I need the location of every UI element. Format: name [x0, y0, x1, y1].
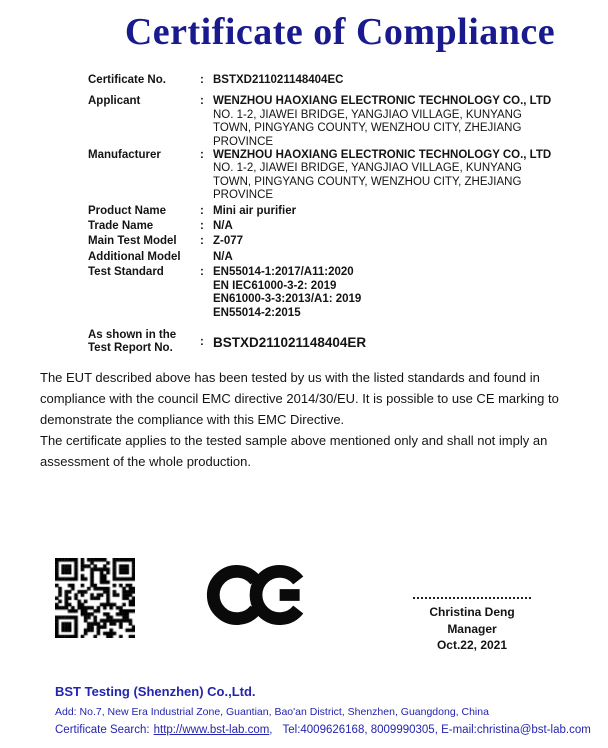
manufacturer-company: WENZHOU HAOXIANG ELECTRONIC TECHNOLOGY CO., LTD	[213, 149, 552, 162]
certificate-no-row	[88, 74, 580, 87]
applicant-value	[213, 95, 580, 149]
qr-code	[55, 558, 135, 638]
applicant-row	[88, 95, 580, 149]
applicant-company: WENZHOU HAOXIANG ELECTRONIC TECHNOLOGY CO., LTD	[213, 95, 552, 108]
url-suffix: ,	[269, 724, 273, 736]
test-report-label	[88, 329, 200, 356]
manufacturer-value	[213, 149, 580, 203]
applicant-label: Applicant	[88, 95, 141, 108]
colon: :	[200, 149, 204, 162]
footer-address: Add: No.7, New Era Industrial Zone, Guantian, Bao'an District, Shenzhen, Guangdong, China	[55, 706, 489, 718]
main-test-model-label: Main Test Model	[88, 235, 177, 248]
product-name-label: Product Name	[88, 204, 166, 217]
signatory-role: Manager	[447, 621, 497, 636]
main-test-model-value: Z-077	[213, 235, 244, 248]
footer-search-line	[55, 724, 600, 736]
statement-paragraph-1: The EUT described above has been tested by us with the listed standards and found in compliance with the council EMC directive 2014/30/EU. It is possible to use CE marking to demonstrate the compliance with this EMC Directive.	[40, 370, 559, 427]
manufacturer-address-line: NO. 1-2, JIAWEI BRIDGE, YANGJIAO VILLAGE, KUNYANG	[213, 162, 522, 175]
signature-block	[398, 588, 546, 654]
manufacturer-row	[88, 149, 580, 203]
signature-line	[413, 588, 531, 599]
colon: :	[200, 204, 204, 217]
test-standard-line: EN61000-3-3:2013/A1: 2019	[213, 293, 362, 306]
colon: :	[200, 335, 204, 348]
colon: :	[200, 235, 204, 248]
trade-name-label: Trade Name	[88, 220, 154, 233]
manufacturer-label: Manufacturer	[88, 149, 161, 162]
test-standard-label: Test Standard	[88, 266, 164, 279]
signatory-name: Christina Deng	[429, 605, 515, 619]
applicant-address-line: NO. 1-2, JIAWEI BRIDGE, YANGJIAO VILLAGE, KUNYANG	[213, 108, 522, 121]
product-name-row	[88, 205, 580, 218]
test-report-label-line1: As shown in the	[88, 328, 177, 341]
colon-spacer	[200, 251, 213, 264]
test-report-no-value: BSTXD211021148404ER	[213, 334, 367, 350]
colon: :	[200, 74, 204, 86]
certificate-no-value: BSTXD211021148404EC	[213, 74, 344, 86]
product-name-value: Mini air purifier	[213, 204, 297, 217]
trade-name-row	[88, 220, 580, 233]
additional-model-value: N/A	[213, 250, 233, 263]
certificate-search-label: Certificate Search:	[55, 724, 150, 736]
ce-mark-icon	[206, 560, 306, 630]
test-standard-value	[213, 266, 580, 320]
additional-model-label: Additional Model	[88, 250, 181, 263]
main-test-model-row	[88, 235, 580, 248]
applicant-address-line: TOWN, PINGYANG COUNTY, WENZHOU CITY, ZHEJIANG	[213, 122, 522, 135]
colon: :	[200, 266, 204, 279]
statement-paragraph-2: The certificate applies to the tested sample above mentioned only and shall not imply an assessment of the whole production.	[40, 433, 548, 469]
certificate-search-link[interactable]: http://www.bst-lab.com	[153, 724, 270, 736]
test-standard-line: EN IEC61000-3-2: 2019	[213, 279, 337, 292]
test-standard-line: EN55014-1:2017/A11:2020	[213, 266, 354, 279]
certificate-no-label: Certificate No.	[88, 74, 166, 86]
colon: :	[200, 95, 204, 108]
test-report-label-line2: Test Report No.	[88, 342, 173, 355]
footer-contact: Tel:4009626168, 8009990305, E-mail:christina@bst-lab.com	[282, 724, 591, 736]
applicant-address-line: PROVINCE	[213, 135, 274, 148]
compliance-statement	[40, 367, 580, 472]
colon: :	[200, 220, 204, 233]
footer-company-name: BST Testing (Shenzhen) Co.,Ltd.	[55, 684, 256, 699]
test-standard-row	[88, 266, 580, 320]
page-title: Certificate of Compliance	[124, 11, 556, 53]
certificate-info	[88, 74, 580, 356]
manufacturer-address-line: TOWN, PINGYANG COUNTY, WENZHOU CITY, ZHEJIANG	[213, 175, 522, 188]
trade-name-value: N/A	[213, 220, 233, 233]
signature-date: Oct.22, 2021	[436, 638, 508, 652]
footer	[55, 684, 600, 736]
manufacturer-address-line: PROVINCE	[213, 189, 274, 202]
additional-model-row	[88, 251, 580, 264]
test-standard-line: EN55014-2:2015	[213, 306, 301, 319]
test-report-row	[88, 329, 580, 356]
